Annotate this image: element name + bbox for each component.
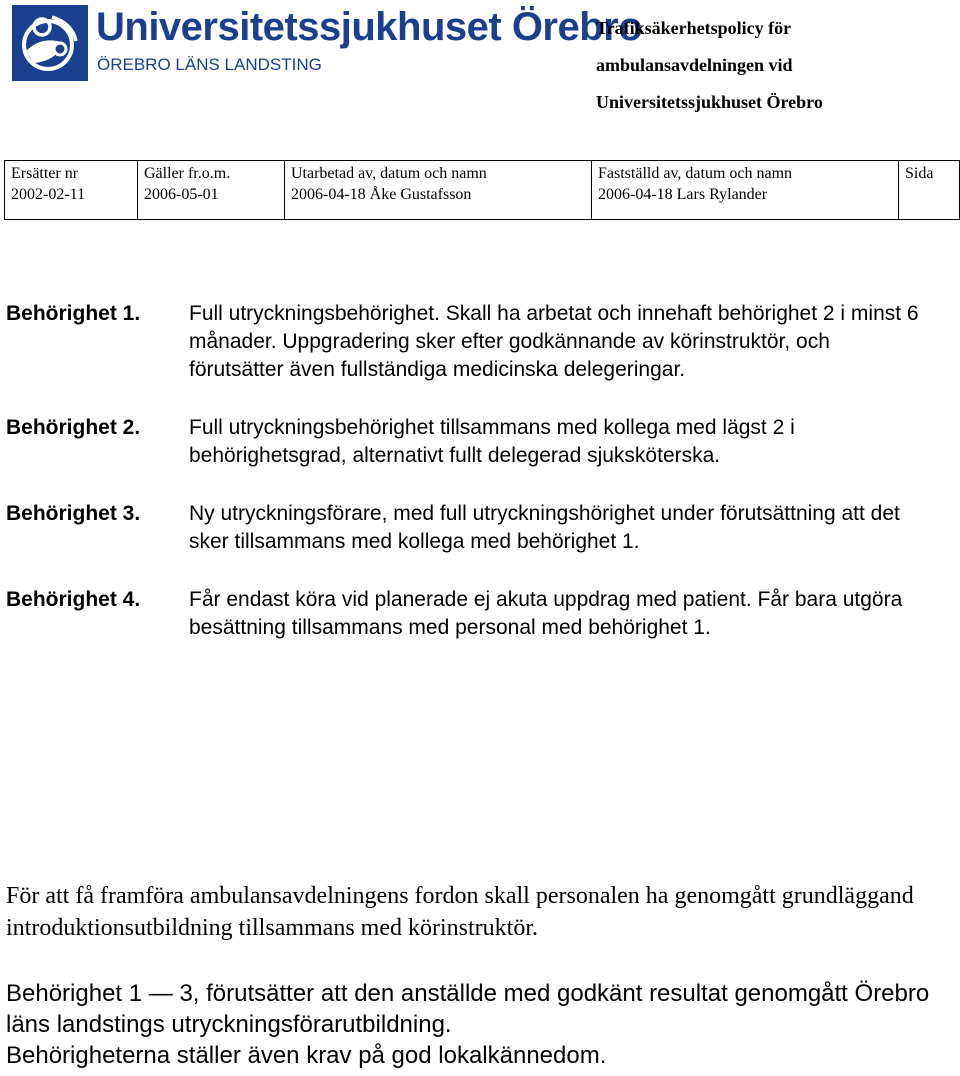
meta-value: 2002-02-11 xyxy=(11,186,86,203)
meta-cell-replaces xyxy=(5,161,138,220)
meta-cell-valid-from xyxy=(138,161,285,220)
meta-label: Gäller fr.o.m. xyxy=(144,165,231,182)
authorization-level-4 xyxy=(6,586,956,642)
document-title-line: Trafiksäkerhetspolicy för xyxy=(596,18,792,38)
authorization-level-3 xyxy=(6,500,956,556)
requirements-paragraph xyxy=(6,978,956,1071)
meta-value: 2006-04-18 Åke Gustafsson xyxy=(291,186,472,203)
hospital-logo xyxy=(12,5,643,81)
document-title xyxy=(596,10,956,121)
level-description: Full utryckningsbehörighet tillsammans med kollega med lägst 2 i behörighetsgrad, alternativt fullt delegerad sjuksköterska. xyxy=(189,416,795,467)
level-description: Ny utryckningsförare, med full utryckningshörighet under förutsättning att det sker tillsammans med kollega med behörighet 1. xyxy=(189,502,900,553)
meta-label: Ersätter nr xyxy=(11,165,79,182)
document-meta-table xyxy=(4,160,960,220)
intro-paragraph: För att få framföra ambulansavdelningens fordon skall personalen ha genomgått grundläggand introduktionsutbildning tillsammans med körinstruktör. xyxy=(6,883,914,941)
level-label: Behörighet 2. xyxy=(6,416,141,439)
meta-cell-prepared-by xyxy=(285,161,592,220)
authorization-levels xyxy=(6,300,956,672)
document-title-line: ambulansavdelningen vid xyxy=(596,55,793,75)
requirements-text: Behörighet 1 — 3, förutsätter att den anställde med godkänt resultat genomgått Örebro läns landstings utryckningsförarutbildning. xyxy=(6,980,930,1038)
meta-cell-approved-by xyxy=(592,161,899,220)
authorization-level-2 xyxy=(6,414,956,470)
hospital-emblem-icon xyxy=(12,5,88,81)
level-label: Behörighet 3. xyxy=(6,502,141,525)
logo-wordmark: Universitetssjukhuset Örebro xyxy=(96,5,643,49)
meta-value: 2006-05-01 xyxy=(144,186,219,203)
local-knowledge-text: Behörigheterna ställer även krav på god lokalkännedom. xyxy=(6,1042,607,1069)
level-label: Behörighet 1. xyxy=(6,302,141,325)
meta-label: Utarbetad av, datum och namn xyxy=(291,165,487,182)
meta-value: 2006-04-18 Lars Rylander xyxy=(598,186,768,203)
meta-cell-page xyxy=(899,161,960,220)
authorization-level-1 xyxy=(6,300,956,384)
meta-label: Sida xyxy=(905,165,934,182)
logo-subtitle: ÖREBRO LÄNS LANDSTING xyxy=(97,55,322,74)
level-description: Full utryckningsbehörighet. Skall ha arbetat och innehaft behörighet 2 i minst 6 månader. Uppgradering sker efter godkännande av körinstruktör, och förutsätter även fullständiga medicinska delegeringar. xyxy=(189,302,919,381)
level-label: Behörighet 4. xyxy=(6,588,141,611)
meta-label: Fastställd av, datum och namn xyxy=(598,165,793,182)
document-title-line: Universitetssjukhuset Örebro xyxy=(596,92,823,112)
level-description: Får endast köra vid planerade ej akuta uppdrag med patient. Får bara utgöra besättning tillsammans med personal med behörighet 1. xyxy=(189,588,903,639)
